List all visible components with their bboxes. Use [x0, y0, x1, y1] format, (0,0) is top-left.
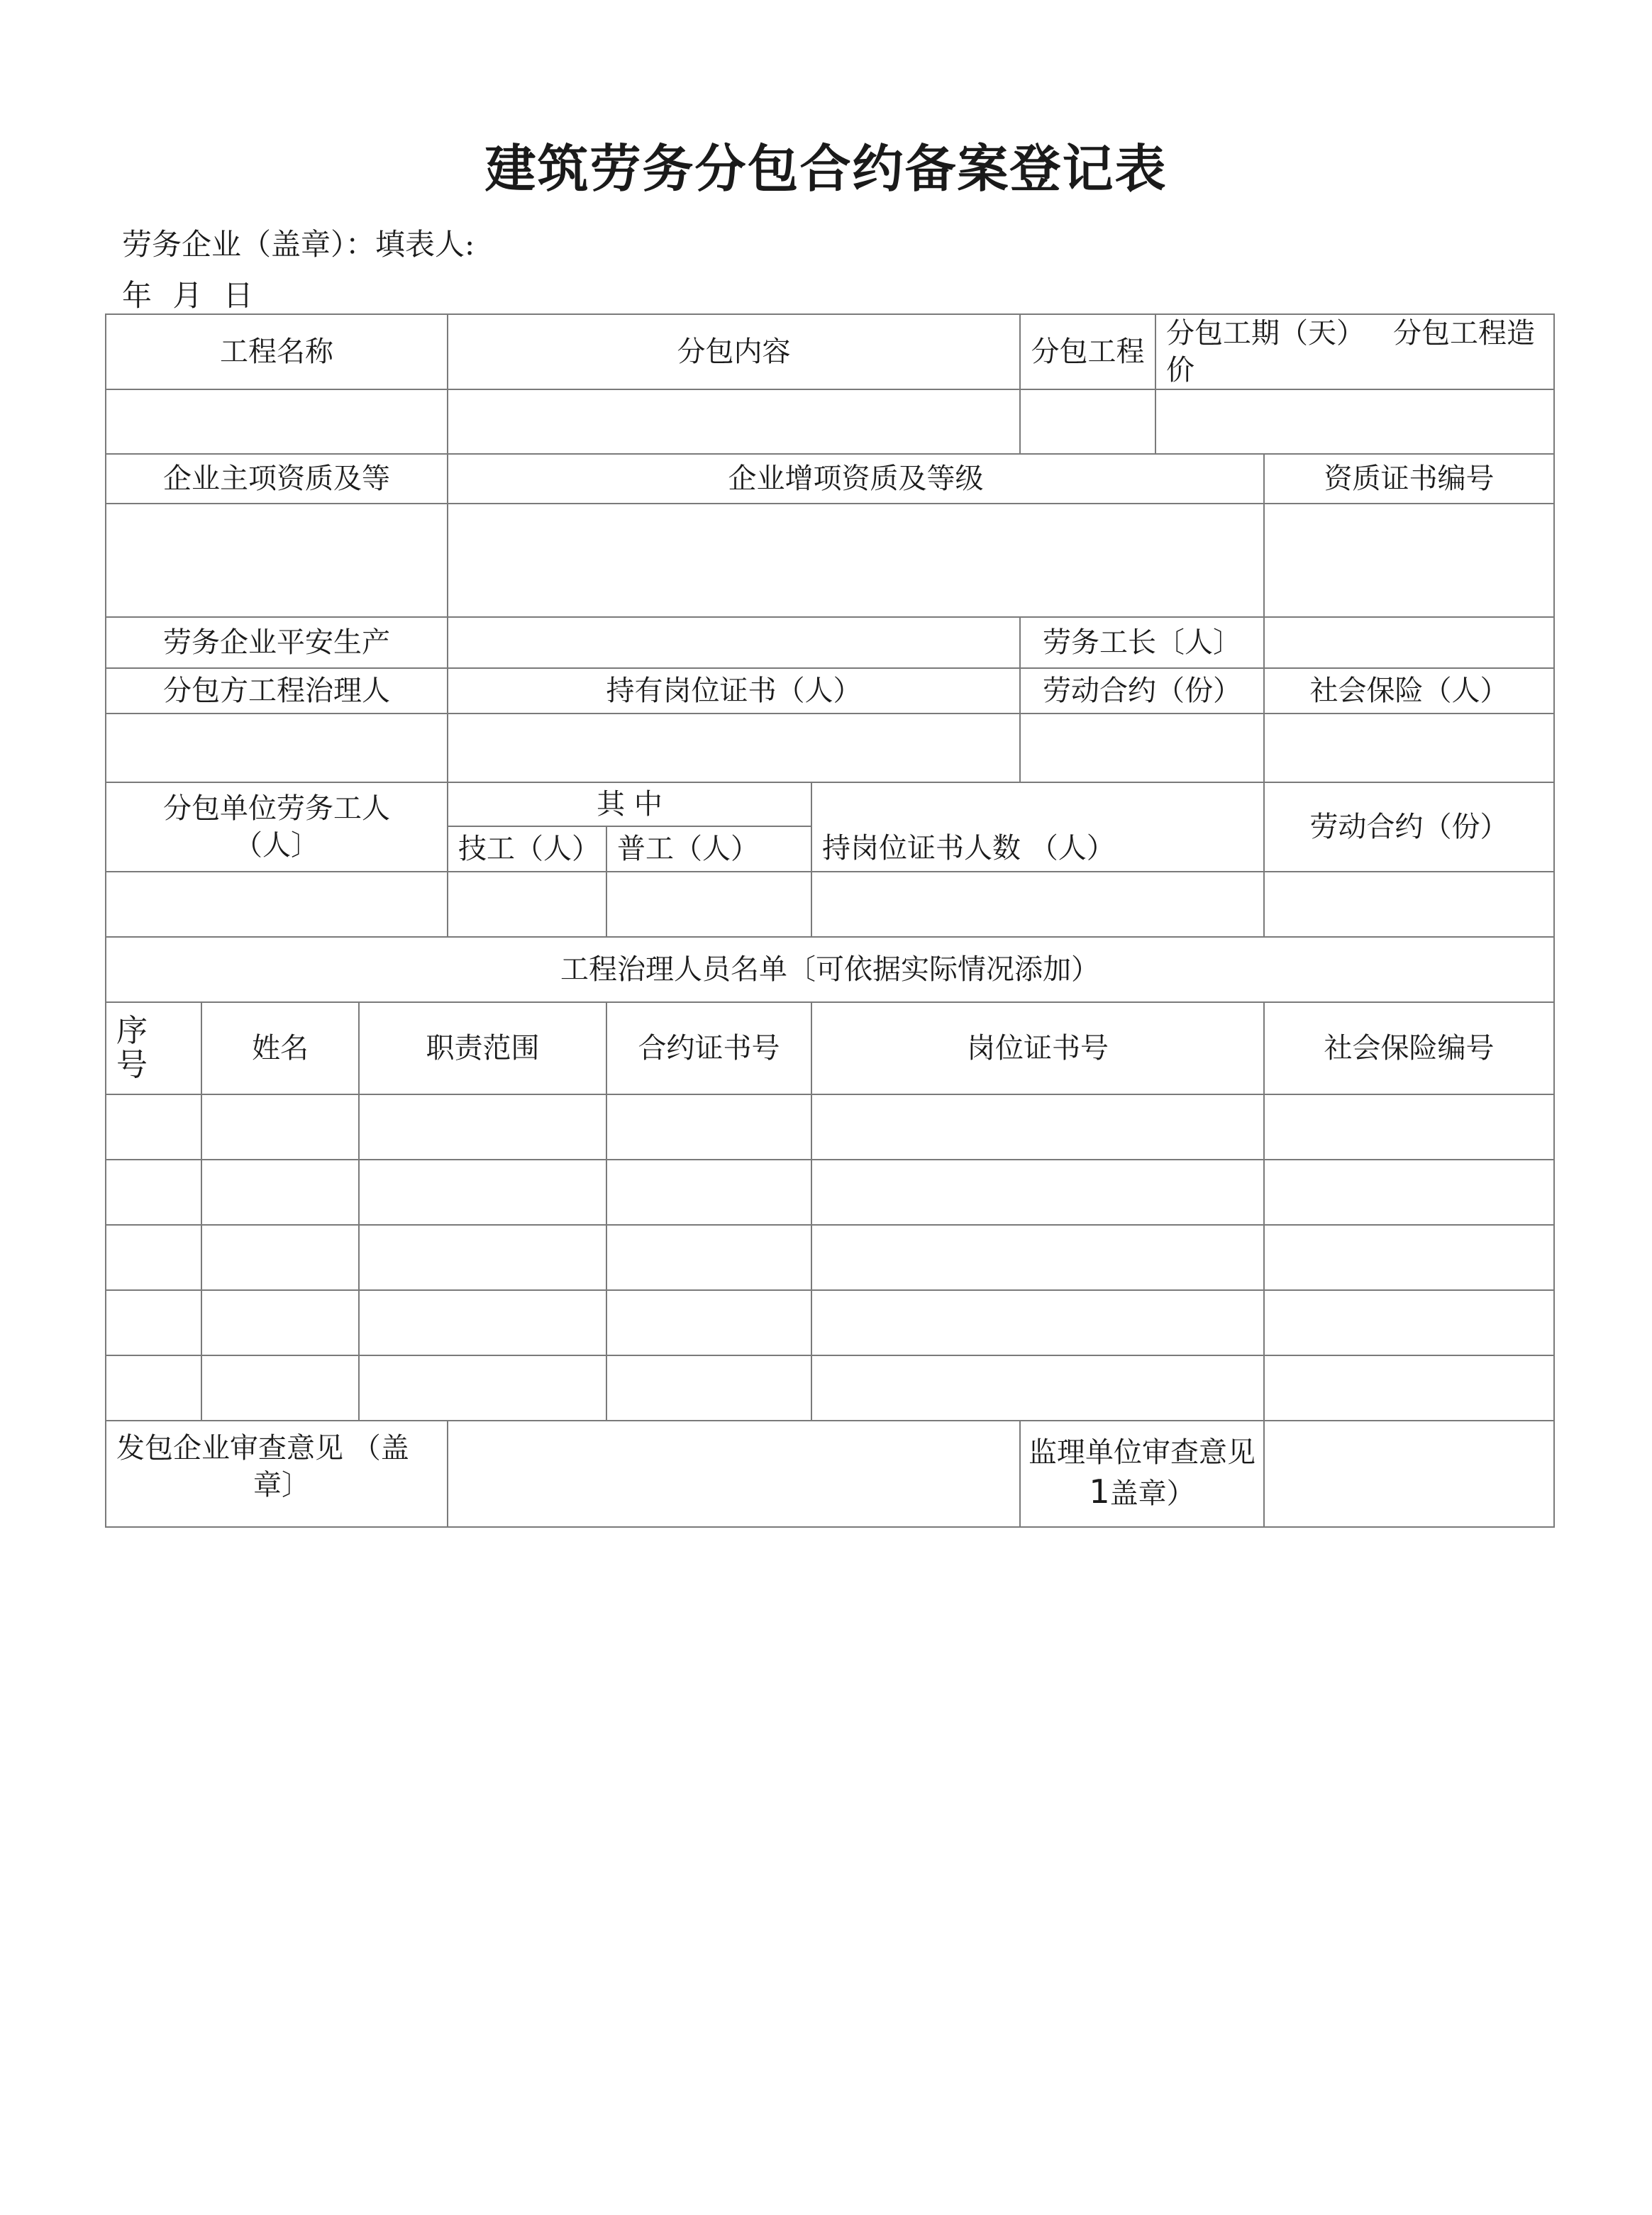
roster-seq-cell[interactable] — [106, 1225, 201, 1290]
foreman-field[interactable] — [1264, 617, 1554, 668]
certificate-number-field[interactable] — [1264, 504, 1554, 617]
labor-contract-field[interactable] — [1020, 714, 1264, 782]
header-insurance-no: 社会保险编号 — [1264, 1002, 1554, 1094]
roster-seq-cell[interactable] — [106, 1094, 201, 1160]
cert-count-label: 持岗位证书人数 （人） — [811, 782, 1264, 872]
project-header-row — [106, 314, 1554, 389]
roster-row — [106, 1355, 1554, 1421]
management-header-row — [106, 668, 1554, 714]
roster-responsibility-cell[interactable] — [359, 1355, 606, 1421]
skilled-workers-label: 技工（人） — [448, 826, 606, 872]
seq-line2: 号 — [116, 1047, 148, 1083]
qualification-input-row — [106, 504, 1554, 617]
header-name: 姓名 — [201, 1002, 359, 1094]
roster-responsibility-cell[interactable] — [359, 1160, 606, 1225]
post-certificate-field[interactable] — [448, 714, 1020, 782]
header-labor-contract: 劳动合约（份） — [1020, 668, 1264, 714]
contractor-review-field[interactable] — [448, 1421, 1020, 1527]
supervisor-review-line2: 盖章） — [1109, 1477, 1195, 1511]
roster-row — [106, 1160, 1554, 1225]
contractor-review-line2: 章〕 — [253, 1469, 310, 1501]
contractor-review-line1: 发包企业审查意见 （盖 — [116, 1432, 409, 1465]
roster-post-cert-cell[interactable] — [811, 1160, 1264, 1225]
workers-input-row — [106, 872, 1554, 937]
roster-insurance-cell[interactable] — [1264, 1160, 1554, 1225]
main-qualification-field[interactable] — [106, 504, 448, 617]
duration-cost-field[interactable] — [1155, 389, 1554, 454]
header-additional-qualification: 企业增项资质及等级 — [448, 454, 1264, 504]
workers-label-line1: 分包单位劳务工人 — [163, 792, 390, 825]
roster-insurance-cell[interactable] — [1264, 1094, 1554, 1160]
roster-seq-cell[interactable] — [106, 1160, 201, 1225]
header-subcontractor-manager: 分包方工程治理人 — [106, 668, 448, 714]
qizhong-label: 其 中 — [448, 782, 811, 826]
supervisor-review-field[interactable] — [1264, 1421, 1554, 1527]
roster-name-cell[interactable] — [201, 1094, 359, 1160]
header-subcontract-duration — [1155, 314, 1554, 389]
workers-contract-label: 劳动合约（份） — [1264, 782, 1554, 872]
roster-header-row — [106, 1002, 1554, 1094]
review-row — [106, 1421, 1554, 1527]
registration-table — [105, 313, 1555, 1528]
header-project-name: 工程名称 — [106, 314, 448, 389]
header-subcontract-project: 分包工程 — [1020, 314, 1155, 389]
roster-name-cell[interactable] — [201, 1225, 359, 1290]
roster-contract-cell[interactable] — [606, 1160, 811, 1225]
safety-field[interactable] — [448, 617, 1020, 668]
roster-contract-cell[interactable] — [606, 1355, 811, 1421]
form-title: 建筑劳务分包合约备案登记表 — [484, 139, 1168, 199]
workers-label — [106, 782, 448, 872]
company-seal-filler-line: 劳务企业（盖章）：填表人: — [122, 227, 475, 262]
header-subcontract-cost: 分包工程造价 — [1166, 317, 1535, 387]
roster-post-cert-cell[interactable] — [811, 1094, 1264, 1160]
header-contract-cert-no: 合约证书号 — [606, 1002, 811, 1094]
project-input-row — [106, 389, 1554, 454]
safety-row — [106, 617, 1554, 668]
workers-total-field[interactable] — [106, 872, 448, 937]
roster-post-cert-cell[interactable] — [811, 1225, 1264, 1290]
workers-header-row-1 — [106, 782, 1554, 826]
roster-contract-cell[interactable] — [606, 1094, 811, 1160]
roster-row — [106, 1290, 1554, 1355]
contractor-review-label — [106, 1421, 448, 1527]
roster-post-cert-cell[interactable] — [811, 1355, 1264, 1421]
roster-insurance-cell[interactable] — [1264, 1225, 1554, 1290]
duration-label: 分包工期（天） — [1166, 317, 1365, 350]
header-post-cert-no: 岗位证书号 — [811, 1002, 1264, 1094]
roster-responsibility-cell[interactable] — [359, 1225, 606, 1290]
project-name-field[interactable] — [106, 389, 448, 454]
supervisor-review-label — [1020, 1421, 1264, 1527]
header-seq — [106, 1002, 201, 1094]
safety-label: 劳务企业平安生产 — [106, 617, 448, 668]
roster-post-cert-cell[interactable] — [811, 1290, 1264, 1355]
date-line: 年 月 日 — [122, 278, 259, 313]
subcontract-project-field[interactable] — [1020, 389, 1155, 454]
seq-line1: 序 — [116, 1012, 148, 1049]
additional-qualification-field[interactable] — [448, 504, 1264, 617]
cert-count-field[interactable] — [811, 872, 1264, 937]
header-subcontract-content: 分包内容 — [448, 314, 1020, 389]
header-social-insurance: 社会保险（人） — [1264, 668, 1554, 714]
supervisor-review-num: 1 — [1089, 1472, 1110, 1511]
workers-label-line2: （人〕 — [234, 829, 319, 862]
header-responsibility: 职责范围 — [359, 1002, 606, 1094]
subcontract-content-field[interactable] — [448, 389, 1020, 454]
general-workers-field[interactable] — [606, 872, 811, 937]
roster-insurance-cell[interactable] — [1264, 1290, 1554, 1355]
roster-seq-cell[interactable] — [106, 1290, 201, 1355]
roster-insurance-cell[interactable] — [1264, 1355, 1554, 1421]
qualification-header-row — [106, 454, 1554, 504]
skilled-workers-field[interactable] — [448, 872, 606, 937]
header-post-certificate: 持有岗位证书（人） — [448, 668, 1020, 714]
header-main-qualification: 企业主项资质及等 — [106, 454, 448, 504]
roster-name-cell[interactable] — [201, 1160, 359, 1225]
supervisor-review-line1: 监理单位审查意见 — [1029, 1436, 1255, 1470]
general-workers-label: 普工（人） — [606, 826, 811, 872]
roster-row — [106, 1094, 1554, 1160]
roster-title-row — [106, 937, 1554, 1002]
roster-name-cell[interactable] — [201, 1355, 359, 1421]
roster-responsibility-cell[interactable] — [359, 1290, 606, 1355]
roster-contract-cell[interactable] — [606, 1225, 811, 1290]
roster-title: 工程治理人员名单〔可依据实际情况添加） — [106, 937, 1554, 1002]
roster-name-cell[interactable] — [201, 1290, 359, 1355]
foreman-label: 劳务工长〔人〕 — [1020, 617, 1264, 668]
subcontractor-manager-field[interactable] — [106, 714, 448, 782]
workers-contract-field[interactable] — [1264, 872, 1554, 937]
header-certificate-number: 资质证书编号 — [1264, 454, 1554, 504]
roster-contract-cell[interactable] — [606, 1290, 811, 1355]
social-insurance-field[interactable] — [1264, 714, 1554, 782]
roster-row — [106, 1225, 1554, 1290]
roster-seq-cell[interactable] — [106, 1355, 201, 1421]
roster-responsibility-cell[interactable] — [359, 1094, 606, 1160]
management-input-row — [106, 714, 1554, 782]
